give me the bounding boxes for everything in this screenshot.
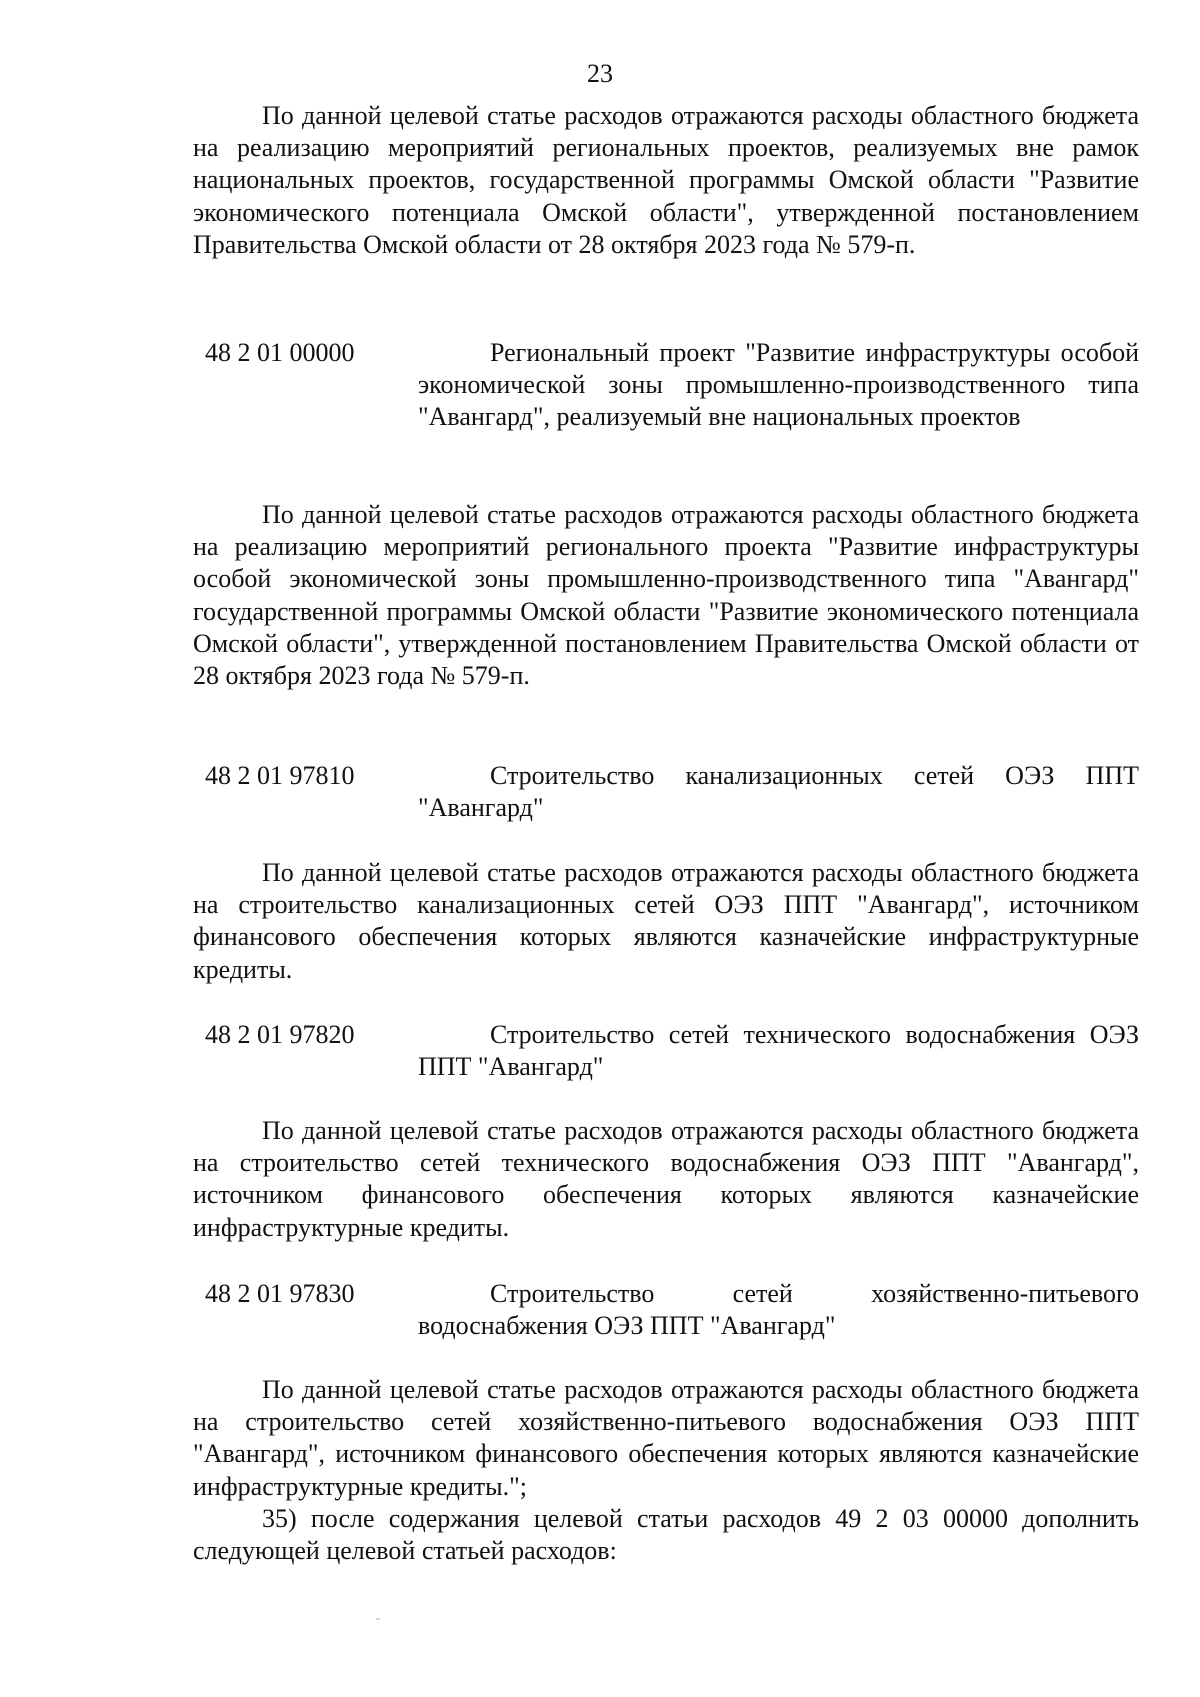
budget-item-48-2-01-00000 bbox=[193, 337, 1139, 434]
budget-code: 48 2 01 97820 bbox=[205, 1020, 355, 1049]
budget-item-48-2-01-97810 bbox=[193, 760, 1139, 824]
budget-item-title: Строительство канализационных сетей ОЭЗ ППТ "Авангард" bbox=[418, 761, 1139, 823]
paragraph-3: По данной целевой статье расходов отражаются расходы областного бюджета на строительство канализационных сетей ОЭЗ ППТ "Авангард", источником финансового обеспечения которых являются казначейские инфраструктурные кредиты. bbox=[193, 858, 1139, 984]
budget-item-title: Строительство сетей хозяйственно-питьевого водоснабжения ОЭЗ ППТ "Авангард" bbox=[418, 1279, 1139, 1341]
paragraph-2: По данной целевой статье расходов отражаются расходы областного бюджета на реализацию мероприятий регионального проекта "Развитие инфраструктуры особой экономической зоны промышленно-производственного типа "Авангард" государственной программы Омской области "Развитие экономического потенциала Омской области", утвержденной постановлением Правительства Омской области от 28 октября 2023 года № 579-п. bbox=[193, 500, 1139, 691]
paragraph-5: По данной целевой статье расходов отражаются расходы областного бюджета на строительство сетей хозяйственно-питьевого водоснабжения ОЭЗ ППТ "Авангард", источником финансового обеспечения которых являются казначейские инфраструктурные кредиты."; bbox=[193, 1375, 1139, 1501]
paragraph-1: По данной целевой статье расходов отражаются расходы областного бюджета на реализацию мероприятий региональных проектов, реализуемых вне рамок национальных проектов, государственной программы Омской области "Развитие экономического потенциала Омской области", утвержденной постановлением Правительства Омской области от 28 октября 2023 года № 579-п. bbox=[193, 101, 1139, 259]
budget-item-48-2-01-97820 bbox=[193, 1019, 1139, 1083]
budget-code: 48 2 01 97810 bbox=[205, 761, 355, 790]
paragraph-4: По данной целевой статье расходов отражаются расходы областного бюджета на строительство сетей технического водоснабжения ОЭЗ ППТ "Авангард", источником финансового обеспечения которых являются казначейские инфраструктурные кредиты. bbox=[193, 1116, 1139, 1242]
budget-item-title: Строительство сетей технического водоснабжения ОЭЗ ППТ "Авангард" bbox=[418, 1020, 1139, 1082]
budget-code: 48 2 01 00000 bbox=[205, 338, 355, 367]
scan-speck bbox=[376, 1618, 380, 1620]
page-number: 23 bbox=[587, 59, 613, 88]
budget-code: 48 2 01 97830 bbox=[205, 1279, 355, 1308]
budget-item-title: Региональный проект "Развитие инфраструктуры особой экономической зоны промышленно-производственного типа "Авангард", реализуемый вне национальных проектов bbox=[418, 338, 1139, 432]
paragraph-6: 35) после содержания целевой статьи расходов 49 2 03 00000 дополнить следующей целевой статьей расходов: bbox=[193, 1504, 1139, 1566]
budget-item-48-2-01-97830 bbox=[193, 1278, 1139, 1342]
